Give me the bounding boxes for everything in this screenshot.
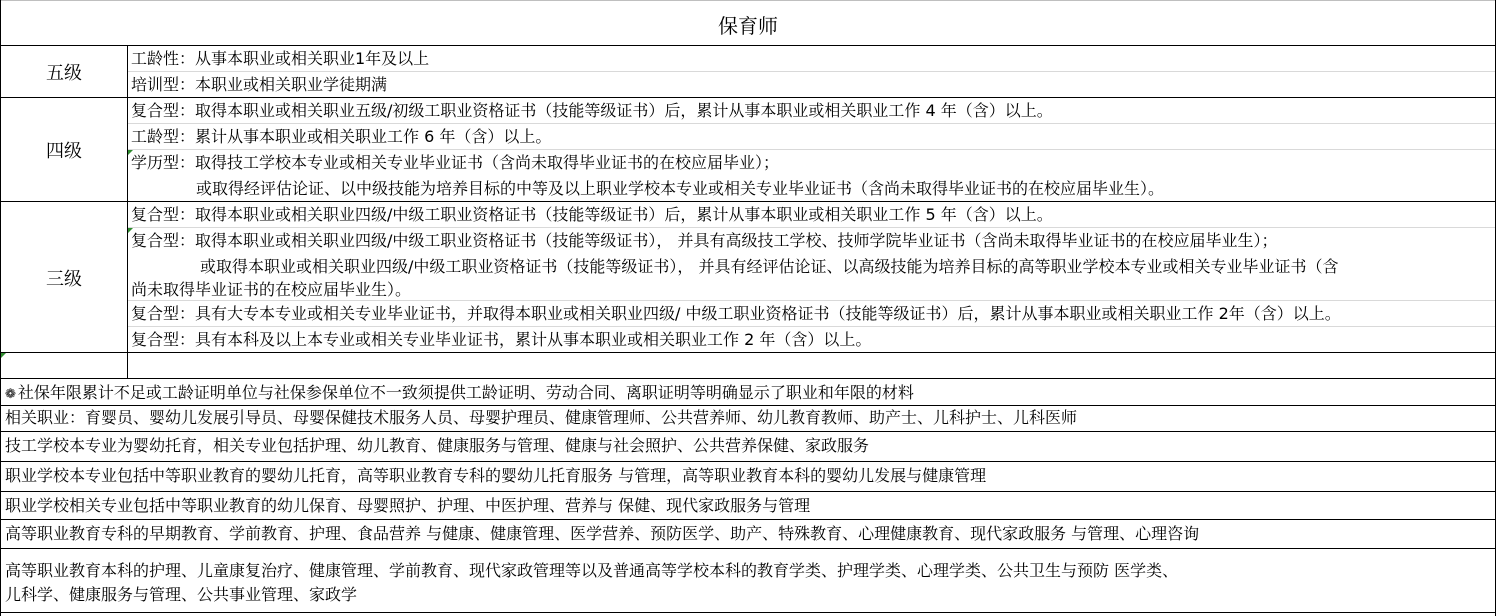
note-row[interactable]: 职业学校本专业包括中等职业教育的婴幼儿托育，高等职业教育专科的婴幼儿托育服务 与管理，高等职业教育本科的婴幼儿发展与健康管理 (5, 466, 987, 485)
note-row[interactable]: 相关职业：育婴员、婴幼儿发展引导员、母婴保健技术服务人员、母婴护理员、健康管理师、公共营养师、幼儿教育教师、助产士、儿科护士、儿科医师 (5, 408, 1078, 427)
grid-line (127, 45, 128, 378)
grid-line (0, 491, 1496, 492)
level-3-row[interactable]: 复合型：取得本职业或相关职业四级/中级工职业资格证书（技能等级证书）后，累计从事本职业或相关职业工作 5 年（含）以上。 (131, 205, 1053, 224)
grid-line (0, 461, 1496, 462)
grid-line (0, 431, 1496, 432)
grid-line (128, 326, 1496, 327)
grid-line (0, 201, 1496, 202)
level-4-row[interactable]: 复合型：取得本职业或相关职业五级/初级工职业资格证书（技能等级证书）后，累计从事本职业或相关职业工作 4 年（含）以上。 (131, 101, 1053, 120)
grid-line (0, 0, 1, 616)
note-row[interactable]: 高等职业教育专科的早期教育、学前教育、护理、食品营养 与健康、健康管理、医学营养、预防医学、助产、特殊教育、心理健康教育、现代家政服务 与管理、心理咨询 (5, 524, 1200, 543)
grid-line (128, 300, 1496, 301)
level-3-row[interactable]: 复合型：取得本职业或相关职业四级/中级工职业资格证书（技能等级证书）， 并具有高级技工学校、技师学院毕业证书（含尚未取得毕业证书的在校应届毕业生）； (131, 231, 1278, 250)
level-3-row[interactable]: 复合型：具有大专本专业或相关专业毕业证书，并取得本职业或相关职业四级/ 中级工职业资格证书（技能等级证书）后，累计从事本职业或相关职业工作 2年（含）以上。 (131, 304, 1341, 323)
level-3-row[interactable]: 复合型：具有本科及以上本专业或相关专业毕业证书，累计从事本职业或相关职业工作 2 年（含）以上。 (131, 330, 872, 349)
level-4-row[interactable]: 学历型：取得技工学校本专业或相关专业毕业证书（含尚未取得毕业证书的在校应届毕业）； (131, 153, 780, 172)
level-5-row[interactable]: 培训型：本职业或相关职业学徒期满 (131, 75, 388, 94)
level-5-label: 五级 (46, 63, 82, 84)
level-4-label: 四级 (46, 141, 82, 162)
grid-line (128, 71, 1496, 72)
grid-line (128, 149, 1496, 150)
grid-line (0, 45, 1496, 46)
level-3-row-continued[interactable]: 或取得本职业或相关职业四级/中级工职业资格证书（技能等级证书）， 并具有经评估论证、以高级技能为培养目标的高等职业学校本专业或相关专业毕业证书（含 (200, 257, 1339, 276)
grid-line (0, 378, 1496, 379)
level-4-row[interactable]: 工龄型：累计从事本职业或相关职业工作 6 年（含）以上。 (131, 127, 552, 146)
grid-line (128, 227, 1496, 228)
grid-line (128, 123, 1496, 124)
grid-line (0, 405, 1496, 406)
grid-line (0, 0, 1496, 1)
level-3-row-continued[interactable]: 尚未取得毕业证书的在校应届毕业生）。 (131, 280, 412, 299)
note-row-continued[interactable]: 儿科学、健康服务与管理、公共事业管理、家政学 (5, 585, 358, 604)
note-row[interactable] (5, 383, 914, 405)
grid-line (0, 97, 1496, 98)
grid-line (0, 548, 1496, 549)
note-row[interactable]: 职业学校相关专业包括中等职业教育的幼儿保育、母婴照护、护理、中医护理、营养与 保健、现代家政服务与管理 (5, 496, 811, 515)
grid-line (0, 612, 1496, 613)
note-row[interactable]: 技工学校本专业为婴幼托育，相关专业包括护理、幼儿教育、健康服务与管理、健康与社会照护、公共营养保健、家政服务 (5, 436, 870, 455)
grid-line (0, 519, 1496, 520)
cell-comment-marker (1, 353, 6, 358)
flower-icon: ❁ (5, 387, 16, 402)
level-4-row-continued[interactable]: 或取得经评估论证、以中级技能为培养目标的中等及以上职业学校本专业或相关专业毕业证书（含尚未取得毕业证书的在校应届毕业生）。 (196, 179, 1165, 198)
level-5-row[interactable]: 工龄性：从事本职业或相关职业1年及以上 (131, 49, 430, 68)
grid-line (0, 352, 1496, 353)
note-text: 社保年限累计不足或工龄证明单位与社保参保单位不一致须提供工龄证明、劳动合同、离职证明等明确显示了职业和年限的材料 (17, 383, 914, 402)
note-row[interactable]: 高等职业教育本科的护理、儿童康复治疗、健康管理、学前教育、现代家政管理等以及普通高等学校本科的教育学类、护理学类、心理学类、公共卫生与预防 医学类、 (5, 561, 1179, 580)
sheet-title: 保育师 (718, 14, 778, 38)
level-3-label: 三级 (46, 269, 82, 290)
